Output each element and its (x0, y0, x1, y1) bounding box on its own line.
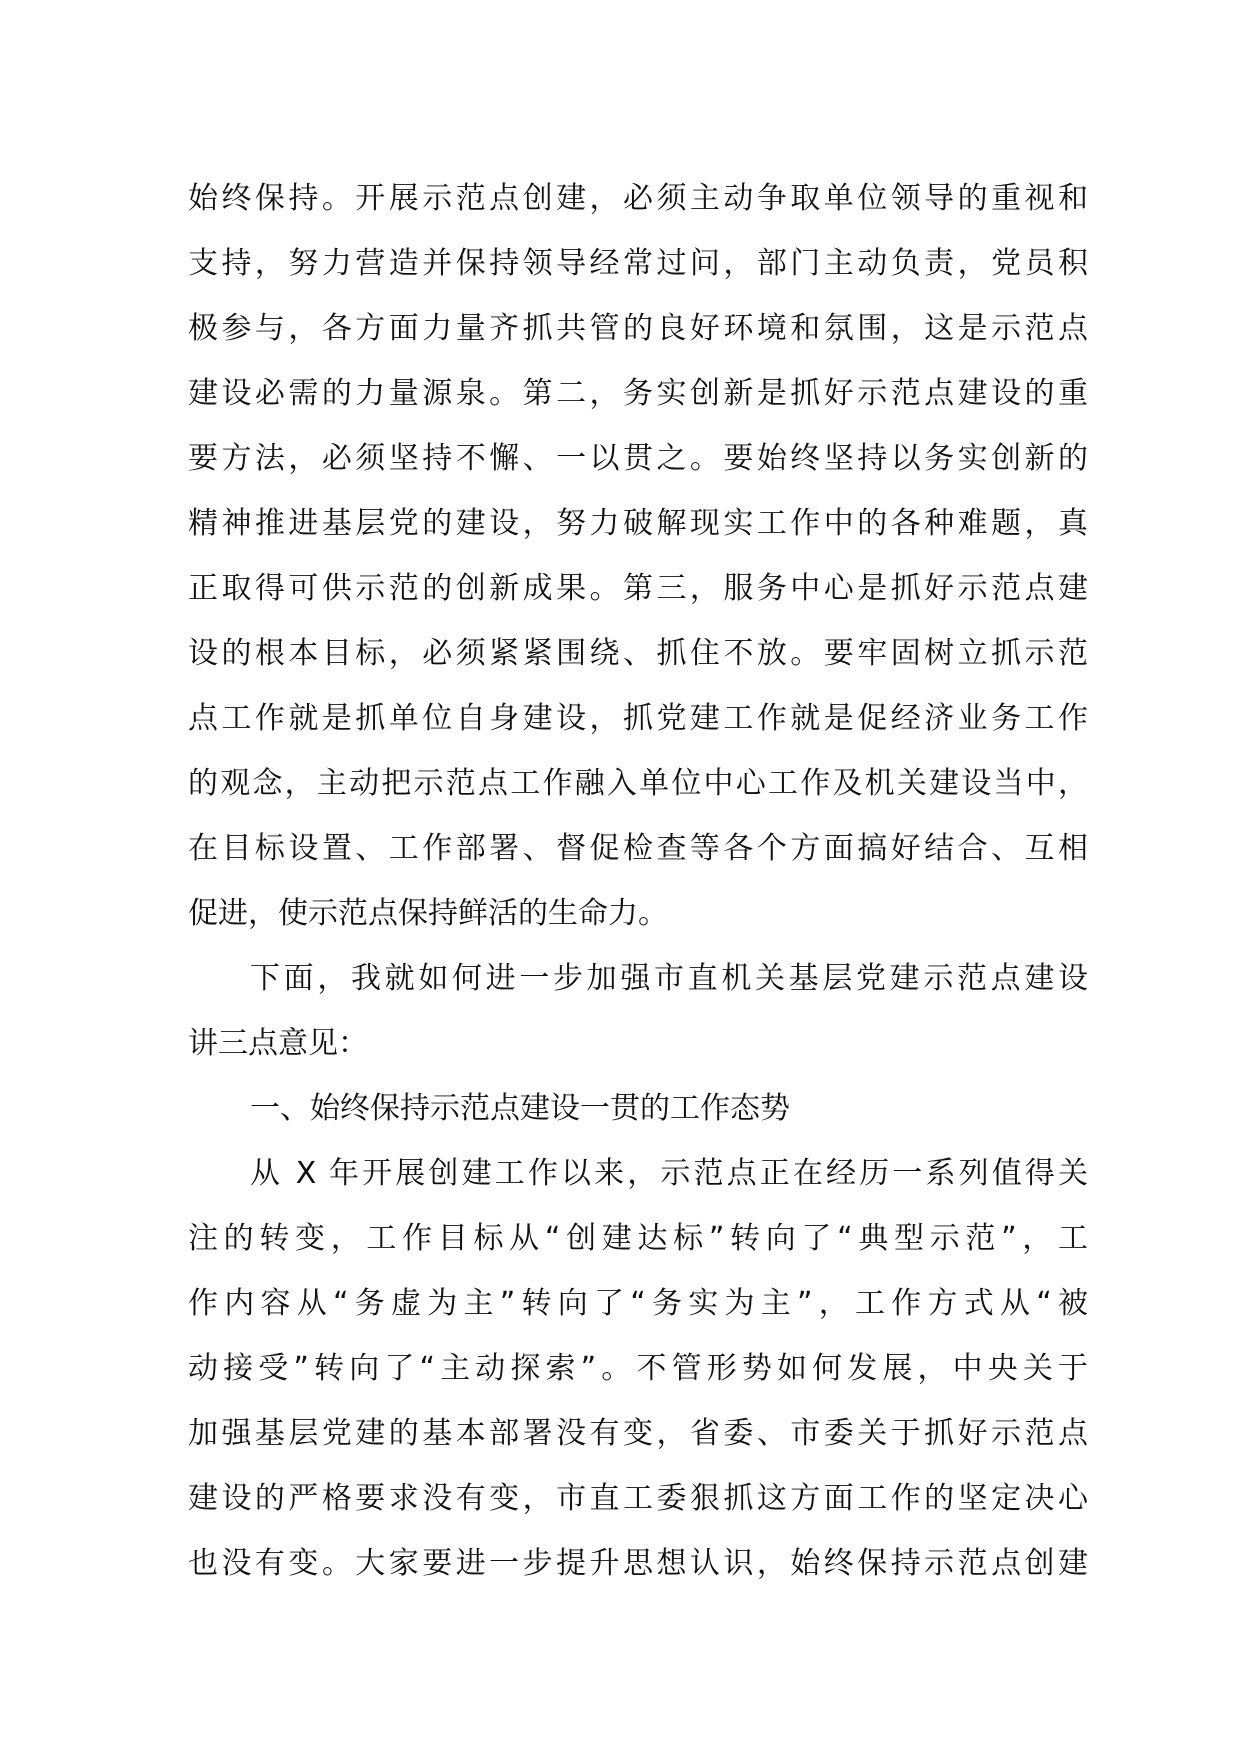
text-line: 从 X 年开展创建工作以来，示范点正在经历一系列值得关 (250, 1156, 1088, 1191)
text-line: 注的转变，工作目标从“创建达标”转向了“典型示范”，工 (188, 1221, 1088, 1256)
text-line: 动接受”转向了“主动探索”。不管形势如何发展，中央关于 (188, 1351, 1088, 1386)
document-body (188, 166, 1088, 1596)
text-line: 促进，使示范点保持鲜活的生命力。 (188, 896, 668, 931)
text-line: 精神推进基层党的建设，努力破解现实工作中的各种难题，真 (188, 506, 1088, 541)
text-line: 作内容从“务虚为主”转向了“务实为主”，工作方式从“被 (188, 1286, 1088, 1321)
section-heading: 一、始终保持示范点建设一贯的工作态势 (250, 1091, 790, 1126)
text-line: 建设必需的力量源泉。第二，务实创新是抓好示范点建设的重 (188, 376, 1088, 411)
text-line: 要方法，必须坚持不懈、一以贯之。要始终坚持以务实创新的 (188, 441, 1088, 476)
text-line: 建设的严格要求没有变，市直工委狠抓这方面工作的坚定决心 (188, 1481, 1088, 1516)
text-line: 设的根本目标，必须紧紧围绕、抓住不放。要牢固树立抓示范 (188, 636, 1088, 671)
text-line: 极参与，各方面力量齐抓共管的良好环境和氛围，这是示范点 (188, 311, 1088, 346)
text-line: 也没有变。大家要进一步提升思想认识，始终保持示范点创建 (188, 1546, 1088, 1581)
text-line: 支持，努力营造并保持领导经常过问，部门主动负责，党员积 (188, 246, 1088, 281)
text-line: 在目标设置、工作部署、督促检查等各个方面搞好结合、互相 (188, 831, 1088, 866)
text-line: 始终保持。开展示范点创建，必须主动争取单位领导的重视和 (188, 181, 1088, 216)
text-line: 下面，我就如何进一步加强市直机关基层党建示范点建设 (250, 961, 1088, 996)
text-line: 讲三点意见： (188, 1026, 368, 1061)
text-line: 的观念，主动把示范点工作融入单位中心工作及机关建设当中， (188, 766, 1088, 801)
text-line: 加强基层党建的基本部署没有变，省委、市委关于抓好示范点 (188, 1416, 1088, 1451)
text-line: 点工作就是抓单位自身建设，抓党建工作就是促经济业务工作 (188, 701, 1088, 736)
text-line: 正取得可供示范的创新成果。第三，服务中心是抓好示范点建 (188, 571, 1088, 606)
